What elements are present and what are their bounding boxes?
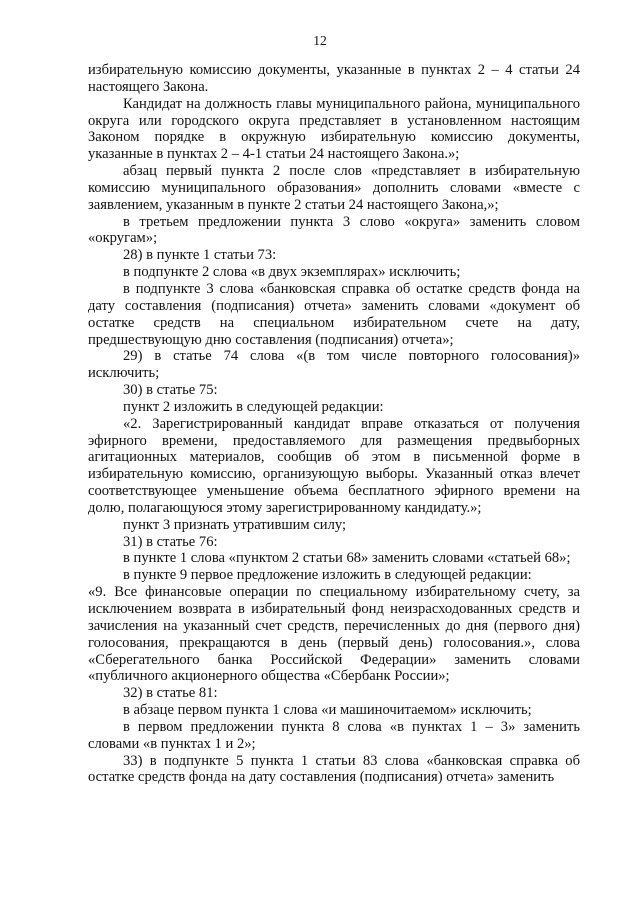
paragraph: в пункте 9 первое предложение изложить в следующей редакции:	[123, 567, 532, 584]
paragraph: «9. Все финансовые операции по специальному избирательному счету, за исключением возврата в избирательный фонд неизрасходованных средств и зачисления на указанный счет средств, перечисленных до дня (первого дня) голосования, прекращаются в день (первый день) голосования.», слова «Сберегательного банка Российской Федерации» заменить словами «публичного акционерного общества «Сбербанк России»;	[88, 584, 580, 685]
paragraph: в абзаце первом пункта 1 слова «и машиночитаемом» исключить;	[123, 702, 532, 719]
paragraph: 28) в пункте 1 статьи 73:	[123, 247, 277, 264]
paragraph: пункт 3 признать утратившим силу;	[123, 516, 347, 533]
page-number: 12	[313, 33, 327, 48]
paragraph: пункт 2 изложить в следующей редакции:	[123, 398, 384, 415]
paragraph: 33) в подпункте 5 пункта 1 статьи 83 слова «банковская справка об остатке средств фонда на дату составления (подписания) отчета» заменить	[88, 752, 580, 786]
paragraph: «2. Зарегистрированный кандидат вправе отказаться от получения эфирного времени, предоставляемого для размещения предвыборных агитационных материалов, сообщив об этом в письменной форме в избирательную комиссию, организующую выборы. Указанный отказ влечет соответствующее уменьшение объема бесплатного эфирного времени на долю, полагающуюся этому зарегистрированному кандидату.»;	[88, 415, 580, 516]
paragraph: в подпункте 3 слова «банковская справка об остатке средств фонда на дату составления (подписания) отчета» заменить словами «документ об остатке средств на специальном избирательном счете на дату, предшествующую дню составления (подписания) отчета»;	[88, 280, 580, 348]
paragraph: в третьем предложении пункта 3 слово «округа» заменить словом «округам»;	[88, 213, 580, 247]
paragraph: в пункте 1 слова «пунктом 2 статьи 68» заменить словами «статьей 68»;	[123, 550, 571, 567]
paragraph: абзац первый пункта 2 после слов «представляет в избирательную комиссию муниципального образования» дополнить словами «вместе с заявлением, указанным в пункте 2 статьи 24 настоящего Закона,»;	[88, 163, 580, 213]
paragraph: 31) в статье 76:	[123, 533, 218, 550]
paragraph: в подпункте 2 слова «в двух экземплярах» исключить;	[123, 264, 461, 281]
paragraph: 29) в статье 74 слова «(в том числе повторного голосования)» исключить;	[88, 348, 580, 382]
paragraph: 32) в статье 81:	[123, 685, 218, 702]
paragraph: Кандидат на должность главы муниципального района, муниципального округа или городского округа представляет в установленном настоящим Законом порядке в окружную избирательную комиссию документы, указанные в пунктах 2 – 4-1 статьи 24 настоящего Закона.»;	[88, 95, 580, 163]
document-body	[88, 62, 580, 786]
paragraph: 30) в статье 75:	[123, 382, 218, 399]
paragraph: избирательную комиссию документы, указанные в пунктах 2 – 4 статьи 24 настоящего Закона.	[88, 62, 580, 95]
paragraph: в первом предложении пункта 8 слова «в пунктах 1 – 3» заменить словами «в пунктах 1 и 2»;	[88, 718, 580, 752]
